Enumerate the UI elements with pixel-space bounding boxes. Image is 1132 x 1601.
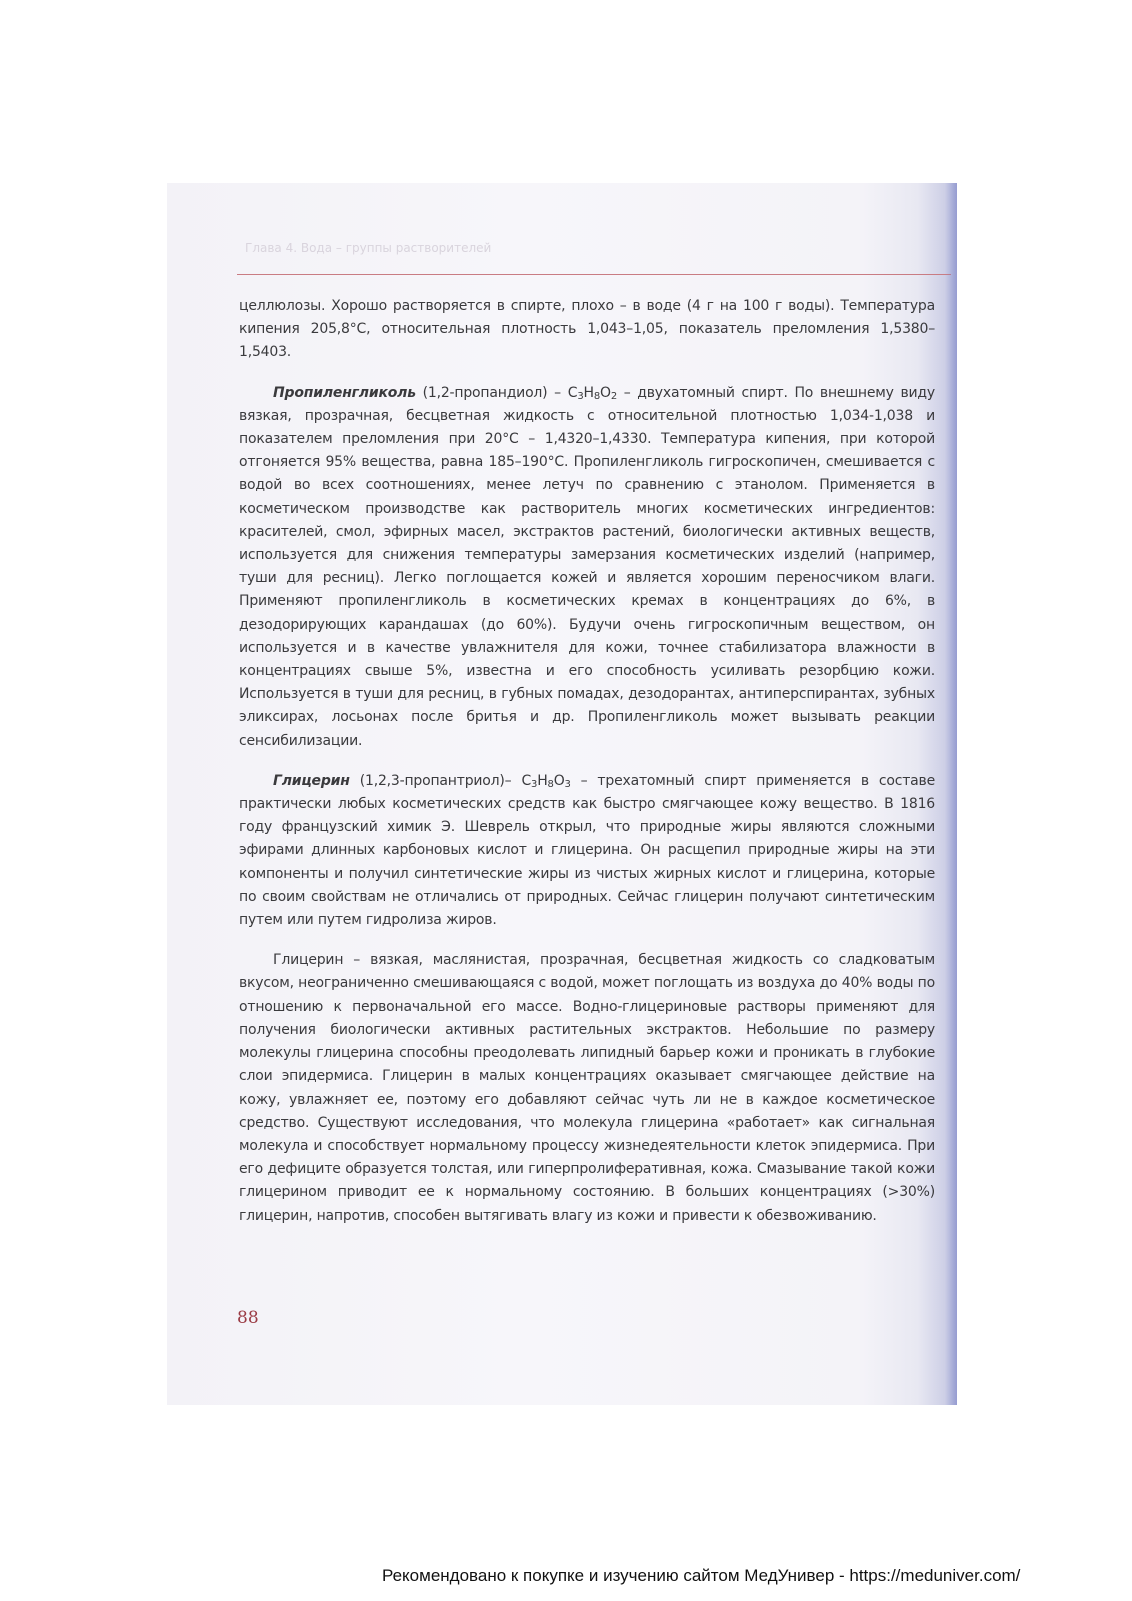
page-number: 88 [237, 1308, 259, 1328]
footer-recommendation: Рекомендовано к покупке и изучению сайтом МедУнивер - https://meduniver.com/ [382, 1566, 1021, 1585]
paragraph-glycerin: Глицерин (1,2,3-пропантриол)– $C_3H_8O_3$ – трехатомный спирт применяется в составе практически любых косметических средств как быстро смягчающее кожу вещество. В 1816 году французский химик Э. Шеврель открыл, что природные жиры являются сложными эфирами длинных карбоновых кислот и глицерина. Он расщепил природные жиры на эти компоненты и получил синтетические жиры из чистых жирных кислот и глицерина, которые по своим свойствам не отличались от природных. Сейчас глицерин получают синтетическим путем или путем гидролиза жиров. [239, 772, 935, 929]
paragraph-propylene-glycol: Пропиленгликоль (1,2-пропандиол) – $C_3H_8O_2$ – двухатомный спирт. По внешнему виду вязкая, прозрачная, бесцветная жидкость с относительной плотностью 1,034-1,038 и показателем преломления при 20°С – 1,4320–1,4330. Температура кипения, при которой отгоняется 95% вещества, равна 185–190°С. Пропиленгликоль гигроскопичен, смешивается с водой во всех соотношениях, менее летуч по сравнению с этанолом. Применяется в косметическом производстве как растворитель многих косметических ингредиентов: красителей, смол, эфирных масел, экстрактов растений, биологически активных веществ, используется для снижения температуры замерзания косметических изделий (например, туши для ресниц). Легко поглощается кожей и является хорошим переносчиком влаги. Применяют пропиленгликоль в косметических кремах в концентрациях до 6%, в дезодорирующих карандашах (до 60%). Будучи очень гигроскопичным веществом, он используется и в качестве увлажнителя для кожи, точнее стабилизатора влажности в концентрациях свыше 5%, известна и его способность усиливать резорбцию кожи. Используется в туши для ресниц, в губных помадах, дезодорантах, антиперспирантах, зубных эликсирах, лосьонах после бритья и др. Пропиленгликоль может вызывать реакции сенсибилизации. [239, 384, 936, 749]
body-text [239, 295, 935, 1228]
header-rule [237, 274, 951, 275]
paragraph-continuation: целлюлозы. Хорошо растворяется в спирте, плохо – в воде (4 г на 100 г воды). Температура кипения 205,8°С, относительная плотность 1,043–1,05, показатель преломления 1,5380–1,5403. [239, 298, 935, 361]
term-glycerin: Глицерин [273, 772, 350, 789]
term-propylene-glycol: Пропиленгликоль [273, 384, 416, 401]
paragraph-glycerin-properties: Глицерин – вязкая, маслянистая, прозрачная, бесцветная жидкость со сладковатым вкусом, неограниченно смешивающаяся с водой, может поглощать из воздуха до 40% воды по отношению к первоначальной его массе. Водно-глицериновые растворы применяют для получения биологически активных растительных экстрактов. Небольшие по размеру молекулы глицерина способны преодолевать липидный барьер кожи и проникать в глубокие слои эпидермиса. Глицерин в малых концентрациях оказывает смягчающее действие на кожу, увлажняет ее, поэтому его добавляют сейчас чуть ли не в каждое косметическое средство. Существуют исследования, что молекула глицерина «работает» как сигнальная молекула и способствует нормальному процессу жизнедеятельности клеток эпидермиса. При его дефиците образуется толстая, или гиперпролиферативная, кожа. Смазывание такой кожи глицерином приводит ее к нормальному состоянию. В больших концентрациях (>30%) глицерин, напротив, способен вытягивать влагу из кожи и привести к обезвоживанию. [239, 952, 935, 1224]
running-header: Глава 4. Вода – группы растворителей [245, 241, 492, 255]
scanned-page [167, 183, 957, 1405]
